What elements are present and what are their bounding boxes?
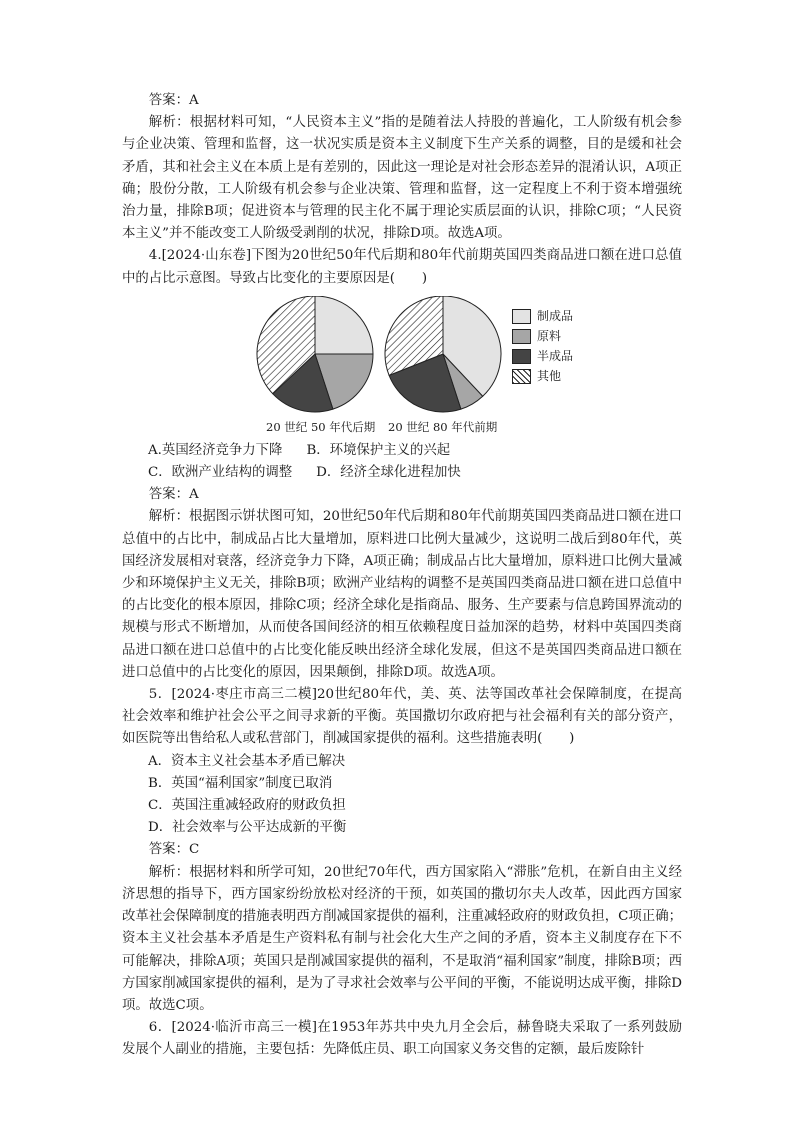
q3-answer: 答案：A [148, 93, 199, 108]
legend-swatch-light [512, 309, 531, 324]
legend-item-raw [512, 328, 642, 348]
legend-label-raw: 原料 [537, 328, 562, 343]
legend-swatch-hatched [512, 369, 531, 384]
legend-item-semi [512, 348, 642, 368]
content-column [122, 90, 682, 1062]
q5-analysis: 解析：根据材料和所学可知，20世纪70年代，西方国家陷入“滞胀”危机，在新自由主义经济思想的指导下，西方国家纷纷放松对经济的干预，如英国的撒切尔夫人改革，因此西方国家改革社会保障制度的措施表明西方削减国家提供的福利，注重减轻政府的财政负担，C项正确；资本主义社会基本矛盾是生产资料私有制与社会化大生产之间的矛盾，资本主义制度存在下不可能解决，排除A项；英国只是削减国家提供的福利，不是取消“福利国家”制度，排除B项；西方国家削减国家提供的福利，是为了寻求社会效率与公平间的平衡，不能说明达成平衡，排除D项。故选C项。 [122, 864, 682, 1013]
pie-caption-1950s: 20 世纪 50 年代后期 [266, 419, 376, 434]
legend-label-other: 其他 [537, 368, 562, 383]
legend-swatch-mid [512, 329, 531, 344]
q5-option-c: C．英国注重减轻政府的财政负担 [148, 798, 346, 814]
legend-item-manufactured [512, 308, 642, 328]
legend-swatch-dark [512, 349, 531, 364]
chart-legend [512, 308, 642, 388]
q4-stem: 4.[2024·山东卷]下图为20世纪50年代后期和80年代前期英国四类商品进口额在进口总值中的占比示意图。导致占比变化的主要原因是( ) [122, 248, 682, 286]
legend-label-manufactured: 制成品 [537, 308, 574, 323]
q5-option-a: A．资本主义社会基本矛盾已解决 [148, 753, 346, 769]
pie-chart-figure [122, 296, 682, 438]
legend-item-other [512, 368, 642, 388]
q5-option-d: D．社会效率与公平达成新的平衡 [148, 820, 347, 836]
q5-option-b: B．英国“福利国家”制度已取消 [148, 775, 333, 791]
q4-option-d: D．经济全球化进程加快 [316, 465, 461, 481]
pie-1950s-slice-manufactured [315, 296, 373, 354]
q6-stem: 6．[2024·临沂市高三一模]在1953年苏共中央九月全会后，赫鲁晓夫采取了一系列鼓励发展个人副业的措施，主要包括：先降低庄员、职工向国家义务交售的定额，最后废除针 [122, 1020, 682, 1058]
q4-option-c: C．欧洲产业结构的调整 [148, 465, 293, 481]
legend-label-semi: 半成品 [537, 348, 574, 363]
q4-options-row1 [122, 440, 682, 462]
q4-options-row2 [122, 462, 682, 484]
q5-stem: 5．[2024·枣庄市高三二模]20世纪80年代，美、英、法等国改革社会保障制度，在提高社会效率和维护社会公平之间寻求新的平衡。英国撒切尔政府把与社会福利有关的部分资产，如医院等出售给私人或私营部门，削减国家提供的福利。这些措施表明( ) [122, 687, 682, 747]
q3-analysis: 解析：根据材料可知，“人民资本主义”指的是随着法人持股的普遍化，工人阶级有机会参与企业决策、管理和监督，这一状况实质是资本主义制度下生产关系的调整，目的是缓和社会矛盾，其和社会主义在本质上是有差别的，因此这一理论是对社会形态差异的混淆认识，A项正确；股份分散，工人阶级有机会参与企业决策、管理和监督，这一定程度上不利于资本增强统治力量，排除B项；促进资本与管理的民主化不属于理论实质层面的认识，排除C项；“人民资本主义”并不能改变工人阶级受剥削的状况，排除D项。故选A项。 [122, 115, 682, 242]
pie-caption-1980s: 20 世纪 80 年代前期 [388, 419, 498, 434]
q4-analysis: 解析：根据图示饼状图可知，20世纪50年代后期和80年代前期英国四类商品进口额在进口总值中的占比中，制成品占比大量增加，原料进口比例大量减少，这说明二战后到80年代，英国经济发展相对衰落，经济竞争力下降，A项正确；制成品占比大量增加，原料进口比例大量减少和环境保护主义无关，排除B项；欧洲产业结构的调整不是英国四类商品进口额在进口总值中的占比变化的根本原因，排除C项；经济全球化是指商品、服务、生产要素与信息跨国界流动的规模与形式不断增加，从而使各国间经济的相互依赖程度日益加深的趋势，材料中英国四类商品进口额在进口总值中的占比变化能反映出经济全球化发展，但这不是英国四类商品进口额在进口总值中的占比变化的原因，因果颠倒，排除D项。故选A项。 [122, 509, 682, 680]
q4-option-a: A.英国经济竞争力下降 [148, 442, 283, 458]
q4-option-b: B．环境保护主义的兴起 [306, 442, 451, 458]
q4-answer: 答案：A [148, 487, 199, 503]
q5-answer: 答案：C [148, 842, 200, 858]
